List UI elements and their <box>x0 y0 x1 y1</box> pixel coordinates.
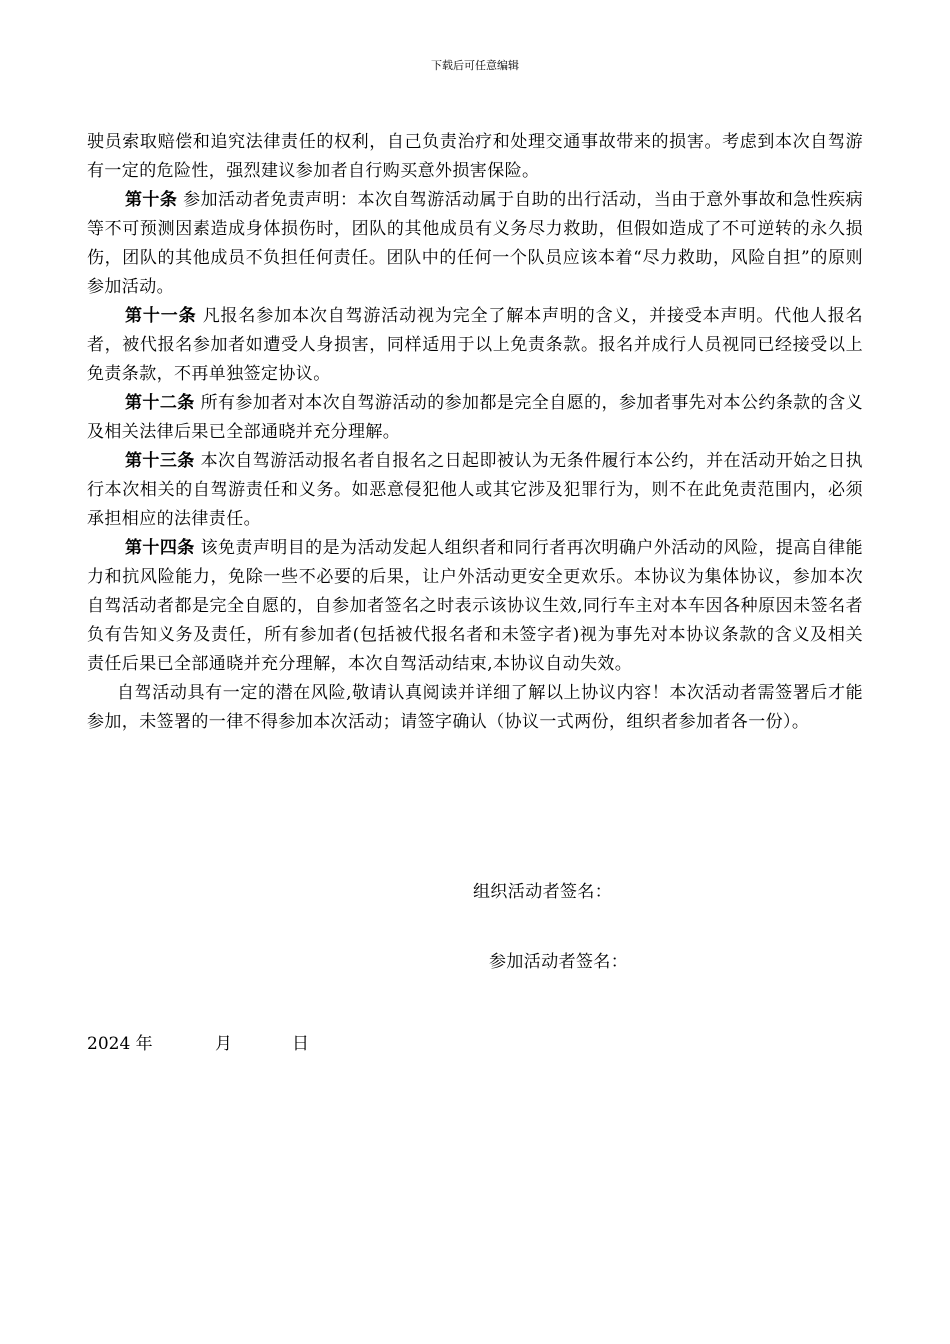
paragraph-text: 所有参加者对本次自驾游活动的参加都是完全自愿的，参加者事先对本公约条款的含义及相关法律后果已全部通晓并充分理解。 <box>87 393 863 442</box>
paragraph-text: 驶员索取赔偿和追究法律责任的权利，自己负责治疗和处理交通事故带来的损害。考虑到本次自驾游有一定的危险性，强烈建议参加者自行购买意外损害保险。 <box>87 132 863 181</box>
article-10 <box>87 186 863 302</box>
agreement-body <box>87 128 863 737</box>
article-label: 第十四条 <box>125 538 195 558</box>
date-year: 2024 年 <box>87 1034 153 1054</box>
organizer-signature-label: 组织活动者签名： <box>473 882 613 902</box>
date-month: 月 <box>215 1034 232 1054</box>
article-label: 第十条 <box>125 190 178 210</box>
date-day: 日 <box>292 1034 309 1054</box>
header-note: 下载后可任意编辑 <box>431 59 519 72</box>
article-11 <box>87 302 863 389</box>
article-13 <box>87 447 863 534</box>
paragraph-text: 参加活动者免责声明：本次自驾游活动属于自助的出行活动，当由于意外事故和急性疾病等不可预测因素造成身体损伤时，团队的其他成员有义务尽力救助，但假如造成了不可逆转的永久损伤，团队的其他成员不负担任何责任。团队中的任何一个队员应该本着“尽力救助，风险自担”的原则参加活动。 <box>87 190 864 297</box>
article-label: 第十三条 <box>125 451 195 471</box>
paragraph-text: 凡报名参加本次自驾游活动视为完全了解本声明的含义，并接受本声明。代他人报名者，被代报名参加者如遭受人身损害，同样适用于以上免责条款。报名并成行人员视同已经接受以上免责条款，不再单独签定协议。 <box>87 306 863 384</box>
article-12 <box>87 389 863 447</box>
paragraph-text: 本次自驾游活动报名者自报名之日起即被认为无条件履行本公约，并在活动开始之日执行本次相关的自驾游责任和义务。如恶意侵犯他人或其它涉及犯罪行为，则不在此免责范围内，必须承担相应的法律责任。 <box>87 451 863 529</box>
participant-signature-label: 参加活动者签名： <box>489 952 629 972</box>
article-14 <box>87 534 863 679</box>
article-label: 第十一条 <box>125 306 197 326</box>
closing-notice <box>87 679 863 737</box>
paragraph-text: 自驾活动具有一定的潜在风险,敬请认真阅读并详细了解以上协议内容！本次活动者需签署后才能参加，未签署的一律不得参加本次活动；请签字确认（协议一式两份，组织者参加者各一份）。 <box>87 683 863 732</box>
paragraph-continuation <box>87 128 863 186</box>
article-label: 第十二条 <box>125 393 195 413</box>
paragraph-text: 该免责声明目的是为活动发起人组织者和同行者再次明确户外活动的风险，提高自律能力和抗风险能力，免除一些不必要的后果，让户外活动更安全更欢乐。本协议为集体协议，参加本次自驾活动者都是完全自愿的，自参加者签名之时表示该协议生效,同行车主对本车因各种原因未签名者负有告知义务及责任，所有参加者(包括被代报名者和未签字者)视为事先对本协议条款的含义及相关责任后果已全部通晓并充分理解，本次自驾活动结束,本协议自动失效。 <box>87 538 863 674</box>
